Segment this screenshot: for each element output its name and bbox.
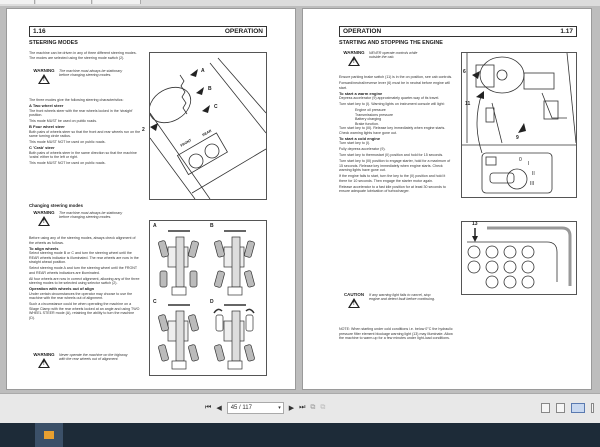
paragraph: Turn start key to (I). Warning lights on instrument console will light: (339, 102, 445, 106)
list-item: Transmissions pressure (355, 112, 394, 117)
section-title: STARTING AND STOPPING THE ENGINE (339, 40, 443, 46)
align-text (29, 236, 141, 322)
paragraph: Forward/neutral/reverse lever (6) must be in neutral before engine will start. (339, 81, 450, 90)
caution-label: CAUTION (343, 292, 364, 297)
figure-cab-controls (461, 52, 577, 198)
next-page-icon[interactable]: ▶ (288, 405, 295, 412)
warning-label: WARNING (343, 50, 365, 55)
viewer-toolbar (0, 393, 600, 423)
paste-icon[interactable]: ⧉ (320, 404, 326, 411)
list-item: Engine oil pressure (355, 108, 386, 112)
warning-label: WARNING (33, 210, 55, 215)
page-navigation (205, 402, 325, 414)
svg-text:II: II (532, 171, 535, 177)
intro-text (29, 51, 141, 62)
mode-a-title: A Two wheel steer (29, 103, 64, 108)
warning-label: WARNING (33, 68, 55, 73)
svg-text:I: I (528, 161, 530, 167)
folder-icon (44, 431, 54, 439)
warm-engine-title: To start a warm engine (339, 90, 383, 96)
warning-block (29, 353, 129, 368)
figure-label: 2 (142, 127, 145, 133)
paragraph: Turn start key to (III) position to engage starter, hold for a maximum of 15 seconds. Release key immediately when engine starts. Check warning lights have gone out. (339, 159, 451, 172)
section-name: OPERATION (224, 28, 263, 35)
chevron-down-icon[interactable]: ▾ (278, 405, 281, 411)
warning-text: Never operate the machine on the highway with the rear wheels out of alignment. (59, 353, 128, 362)
first-page-icon[interactable]: ⏮ (205, 404, 212, 411)
figure-label: C (214, 104, 218, 110)
paragraph: This mode MUST be used on public roads. (29, 119, 98, 123)
two-page-view-icon[interactable] (571, 403, 585, 413)
page-number-input[interactable] (227, 402, 284, 414)
warning-text: NEVER operate controls while outside the cab. (369, 51, 418, 60)
page-left (6, 8, 296, 390)
paragraph: Turn start key to (I). (339, 141, 371, 145)
tab[interactable] (93, 0, 141, 4)
figure-label: B (208, 86, 212, 92)
mode-b-title: B Four wheel steer (29, 124, 65, 129)
list-item: Battery charging (355, 117, 382, 121)
paragraph: Select steering mode A and turn the steering wheel until the FRONT and REAR wheels indicators are illuminated. (29, 266, 138, 275)
two-page-continuous-view-icon[interactable] (591, 403, 594, 413)
page-number-value: 45 / 117 (230, 405, 252, 411)
subsection-title: Changing steering modes (29, 203, 83, 208)
warning-triangle-icon (38, 74, 50, 84)
paragraph: Select steering mode B or C and turn the steering wheel until the REAR wheels indicator is illuminated. The rear wheels are now in the straight ahead position. (29, 251, 139, 264)
figure-label: A (153, 223, 157, 229)
caution-block (339, 293, 439, 308)
warning-triangle-icon (38, 216, 50, 226)
paragraph: The front wheels steer with the rear wheels locked in the 'straight' position. (29, 108, 133, 117)
paragraph: Ensure parking brake switch (11) is in the on position, see cab controls. (339, 75, 453, 79)
figure-warning-lights (461, 221, 577, 295)
taskbar-app-button[interactable] (35, 423, 63, 447)
paragraph: Turn start key to (III). Release key immediately when engine starts. Check warning lights have gone out. (339, 126, 446, 135)
section-title: STEERING MODES (29, 40, 78, 46)
figure-label: 6 (463, 69, 466, 75)
figure-label: C (153, 299, 157, 305)
warning-triangle-icon (38, 358, 50, 368)
warning-light-panel-illustration (462, 222, 576, 294)
tab[interactable] (36, 0, 92, 4)
cab-controls-illustration (462, 53, 576, 197)
warning-triangle-icon (348, 298, 360, 308)
paragraph: If the engine fails to start, turn the key to the (II) position and hold it there for 10 seconds. Then engage the starter motor again. (339, 174, 446, 183)
list-item: Brake function. (355, 121, 379, 126)
paragraph: Release accelerator to a fast idle position for at least 30 seconds to ensure adequate lubrication of turbocharger. (339, 184, 446, 193)
section-name: OPERATION (343, 28, 382, 35)
warning-text: The machine must always be stationary before changing steering modes. (59, 69, 123, 78)
figure-label: 11 (465, 101, 471, 107)
caution-text: If any warning light fails to cancel, stop engine and detect fault before continuing. (369, 293, 435, 302)
cold-engine-title: To start a cold engine (339, 135, 381, 141)
align-title: To align wheels (29, 245, 59, 251)
page-right (302, 8, 592, 390)
paragraph: Before using any of the steering modes, always check alignment of the wheels as follows. (29, 236, 136, 245)
warning-label: WARNING (33, 352, 55, 357)
single-page-view-icon[interactable] (541, 403, 550, 413)
page-header (29, 26, 267, 37)
view-mode-switcher (541, 403, 594, 413)
figure-label: D (210, 299, 214, 305)
modes-text (29, 98, 141, 167)
warning-text: The machine must always be stationary before changing steering modes. (59, 211, 123, 220)
steering-modes-illustration (150, 221, 266, 375)
paragraph: The machine can be driven in any of three different steering modes. The modes are selected using the steering mode switch (2). (29, 51, 137, 60)
note-paragraph: NOTE: When starting under cold conditions i.e. below 0°C the hydraulic pressure filter element blockage warning light (13) may illuminate. Allow the machine to warm-up for a few minutes under light-load conditions. (339, 327, 453, 340)
start-text (339, 75, 453, 195)
figure-label: A (201, 68, 205, 74)
warning-triangle-icon (348, 56, 360, 66)
paragraph: Under certain circumstances the operator may choose to use the machine with the rear wheels out of alignment. (29, 291, 133, 300)
paragraph: Such a circumstance could be when operating the machine on a Silage Clamp with the rear wheels locked at an angle and using TWO WHEEL STEER mode (A), retaining the ability to turn the machine (D). (29, 302, 140, 320)
paragraph: This mode MUST NOT be used on public roads. (29, 140, 106, 144)
figure-label: 9 (516, 135, 519, 141)
page-header (339, 26, 577, 37)
figure-steering-switch (142, 52, 267, 200)
document-viewer[interactable] (0, 6, 600, 393)
steering-switch-illustration (150, 53, 266, 199)
figure-label: B (210, 223, 214, 229)
last-page-icon[interactable]: ⏭ (299, 404, 306, 411)
copy-icon[interactable]: ⧉ (310, 404, 316, 411)
warning-block (339, 51, 424, 66)
out-of-align-title: Operation with wheels out of align (29, 286, 95, 291)
paragraph: Depress accelerator (9) approximately quarter-way of its travel. (339, 96, 440, 100)
warning-block (29, 211, 129, 226)
paragraph: Fully depress accelerator (9). (339, 147, 386, 151)
mode-c-title: C 'Crab' steer (29, 145, 55, 150)
page-number: 1.17 (560, 28, 573, 35)
page-number: 1.16 (33, 28, 46, 35)
continuous-view-icon[interactable] (556, 403, 565, 413)
key-position-label: 0 (519, 157, 522, 163)
note-text (339, 327, 453, 342)
panel-label-rear: REAR (201, 128, 213, 138)
paragraph: The three modes give the following steering characteristics: (29, 98, 124, 102)
paragraph: All four wheels are now in correct alignment, allowing any of the three steering modes to be selected using selector switch (2). (29, 276, 140, 285)
figure-steering-modes (149, 220, 267, 376)
paragraph: This mode MUST NOT be used on public roads. (29, 161, 106, 165)
tab[interactable] (0, 0, 35, 4)
paragraph: Both pairs of wheels steer in the same direction so that the machine 'crabs' either to the left or right. (29, 150, 137, 159)
paragraph: Both pairs of wheels steer so that the front and rear wheels run on the same turning circle radius. (29, 129, 141, 138)
warning-block (29, 69, 129, 84)
panel-label-front: FRONT (179, 138, 193, 148)
previous-page-icon[interactable]: ◀ (216, 405, 222, 412)
paragraph: Turn start key to thermostart (II) position and hold for 15 seconds. (339, 153, 444, 157)
taskbar (0, 423, 600, 447)
figure-label: 13 (472, 221, 478, 227)
svg-text:III: III (530, 181, 535, 187)
